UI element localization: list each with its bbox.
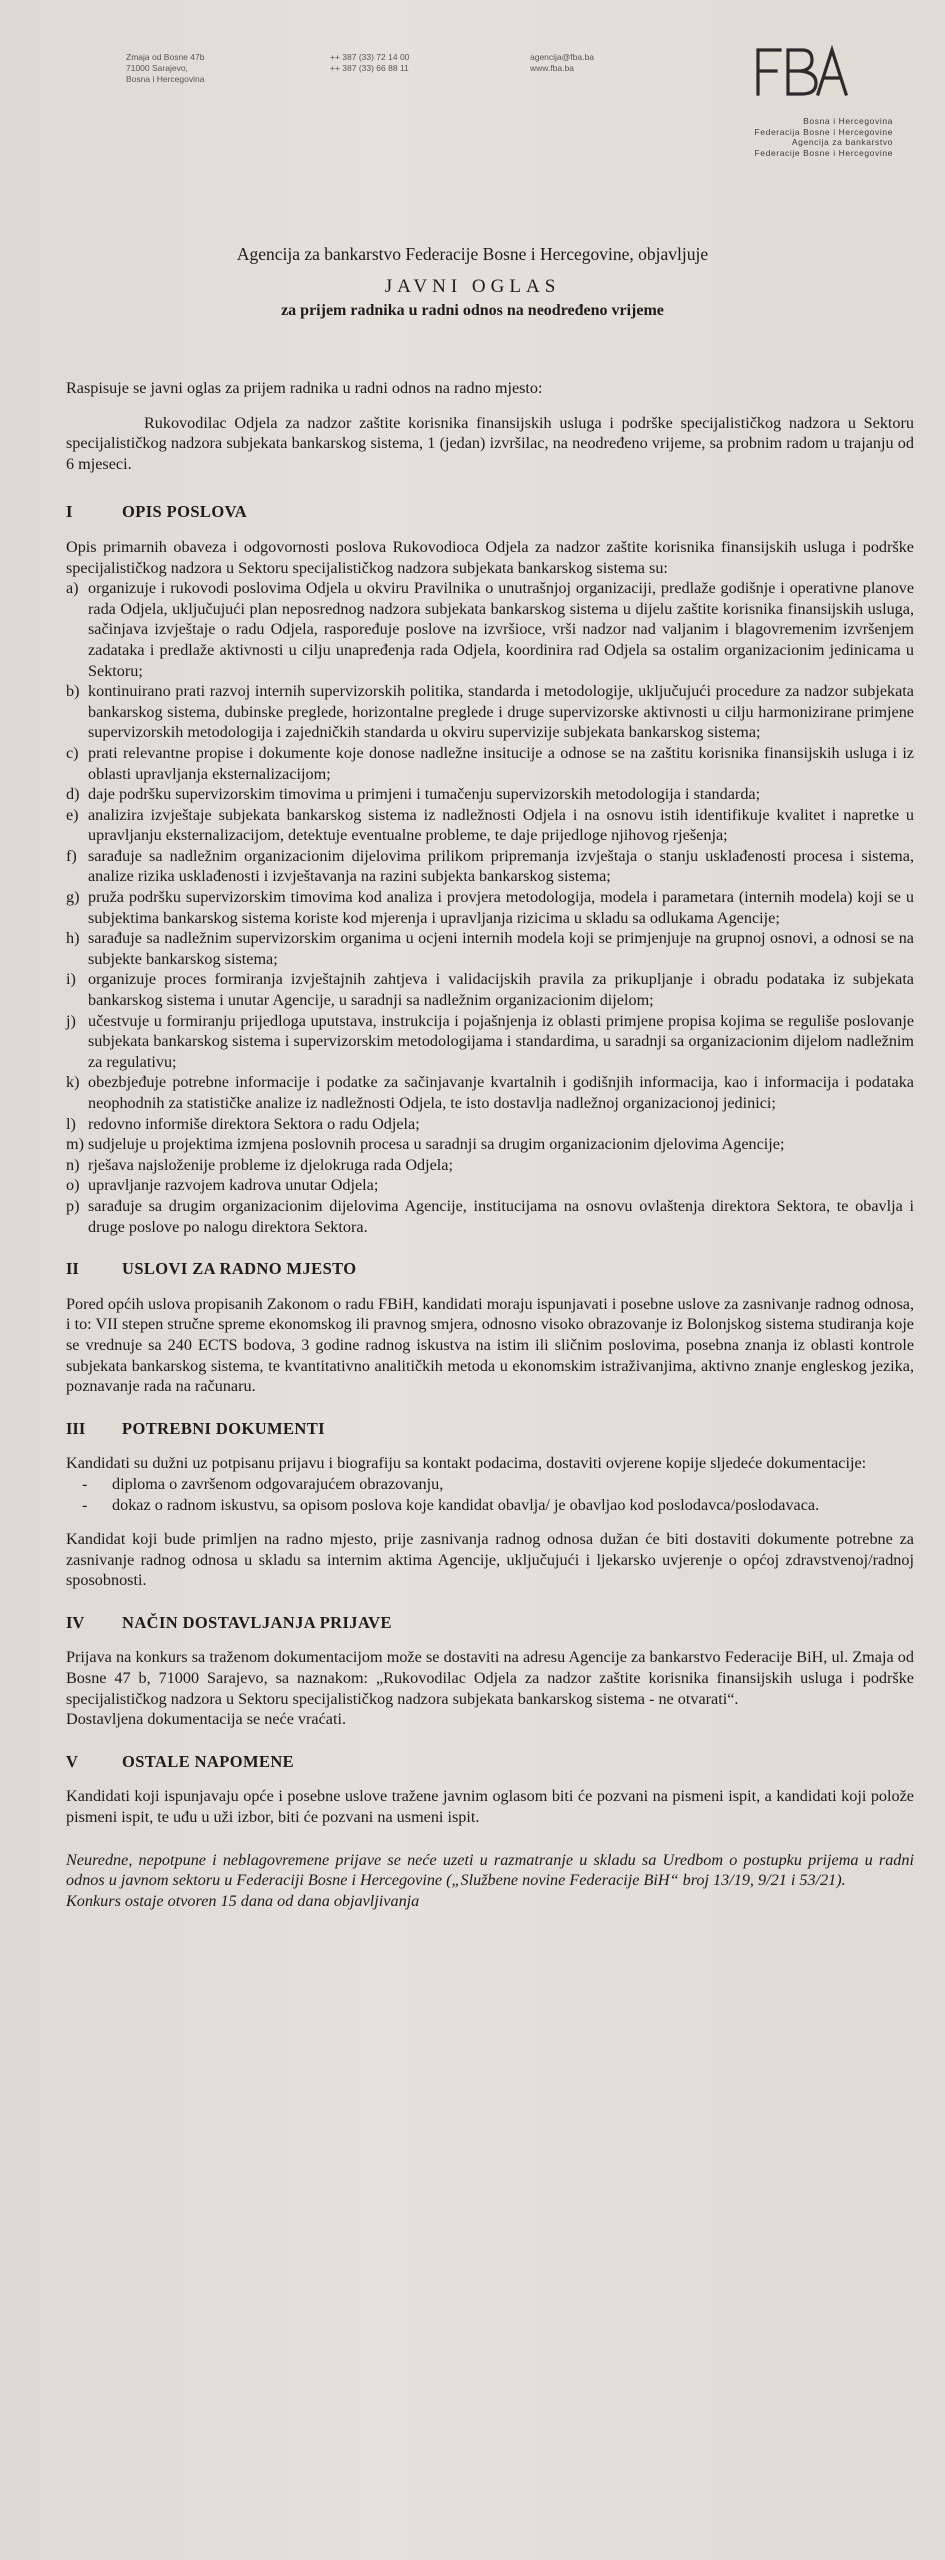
agency-address: [126, 52, 204, 85]
item-text: upravljanje razvojem kadrova unutar Odjela;: [88, 1176, 379, 1195]
footer-regulation-note: Neuredne, nepotpune i neblagovremene prijave se neće uzeti u razmatranje u skladu sa Uredbom o postupku prijema u radni odnos u javnom sektoru u Federaciji Bosne i Hercegovine („Službene novine Federacije BiH“ broj 13/19, 9/21 i 53/21).: [66, 1850, 914, 1890]
publisher-line: Agencija za bankarstvo Federacije Bosne i Hercegovine, objavljuje: [236, 244, 709, 264]
agency-phones: [330, 52, 409, 74]
item-letter: g): [66, 888, 80, 907]
item-text: sarađuje sa nadležnim supervizorskim organima u ocjeni internih modela koji se primjenjuje na grupnoj osnovi, a odnosi se na subjekte bankarskog sistema;: [88, 929, 914, 968]
duties-list: [66, 578, 914, 1237]
address-line: 71000 Sarajevo,: [126, 63, 188, 73]
list-item: [66, 1072, 914, 1113]
page-subtitle: za prijem radnika u radni odnos na neodređeno vrijeme: [281, 302, 664, 319]
item-letter: a): [66, 579, 79, 598]
phone-line: ++ 387 (33) 66 88 11: [330, 63, 409, 73]
section-number: I: [66, 502, 73, 522]
letterhead: [0, 0, 945, 210]
submission-text: Prijava na konkurs sa traženom dokumentacijom može se dostaviti na adresu Agencije za bankarstvo Federacije BiH, ul. Zmaja od Bosne 47 b, 71000 Sarajevo, sa naznakom: „Rukovodilac Odjela za nadzor zaštite korisnika finansijskih usluga i podrške specijalističkog nadzora u Sektoru specijalističkog nadzora subjekata bankarskog sistema - ne otvarati“.: [66, 1648, 914, 1708]
section-number: V: [66, 1751, 78, 1771]
item-text: pruža podršku supervizorskim timovima kod analiza i provjera metodologija, modela i parametara (internih modela) koji se u subjektima bankarskog sistema koriste kod mjerenja i upravljanja rizicima u skladu sa odlukama Agencije;: [88, 888, 914, 927]
item-letter: f): [66, 846, 77, 865]
phone-line: ++ 387 (33) 72 14 00: [330, 52, 410, 62]
item-letter: o): [66, 1176, 80, 1195]
list-item: [66, 1114, 914, 1135]
list-item: [66, 1134, 914, 1155]
section-number: II: [66, 1259, 79, 1279]
footer-deadline-note: Konkurs ostaje otvoren 15 dana od dana objavljivanja: [66, 1891, 420, 1910]
list-item: [66, 1175, 914, 1196]
item-letter: p): [66, 1196, 80, 1215]
requirements-text: Pored općih uslova propisanih Zakonom o radu FBiH, kandidati moraju ispunjavati i posebne uslove za zasnivanje radnog odnosa, i to: VII stepen stručne spreme ekonomskog ili pravnog smjera, odnosno visoko obrazovanje iz Bolonjskog sistema studiranja koje se vrednuje sa 240 ECTS bodova, 3 godine radnog iskustva na istim ili sličnim poslovima, posebna znanja iz oblasti kontrole subjekata bankarskog sistema, te kvantitativno analitičkih metoda u ekonomskim istraživanjima, aktivno znanje engleskog jezika, poznavanje rada na računaru.: [66, 1294, 914, 1396]
section-number: III: [66, 1418, 86, 1438]
item-text: daje podršku supervizorskim timovima u primjeni i tumačenju supervizorskih metodologija i standarda;: [88, 785, 761, 804]
item-text: učestvuje u formiranju prijedloga uputstava, instrukcija i pojašnjenja iz oblasti primjene propisa kojima se reguliše poslovanje subjekata bankarskog sistema i supervizorskim metodologijama i standardima, u saradnji sa organizacionim dijelom nadležnim za regulativu;: [88, 1011, 914, 1071]
item-letter: l): [66, 1114, 76, 1133]
agency-line: Federacije Bosne i Hercegovine: [754, 147, 893, 158]
position-text: Rukovodilac Odjela za nadzor zaštite korisnika finansijskih usluga i podrške specijalističkog nadzora u Sektoru specijalističkog nadzora subjekata bankarskog sistema, 1 (jedan) izvršilac, na neodređeno vrijeme, sa probnim radom u trajanju od 6 mjeseci.: [66, 413, 914, 473]
section-title: OSTALE NAPOMENE: [122, 1751, 295, 1771]
list-item: [66, 1474, 914, 1495]
section-title: OPIS POSLOVA: [122, 502, 248, 522]
item-letter: j): [66, 1011, 76, 1030]
section-lead: Kandidati su dužni uz potpisanu prijavu i biografiju sa kontakt podacima, dostaviti ovjerene kopije sljedeće dokumentacije:: [66, 1454, 867, 1473]
item-text: kontinuirano prati razvoj internih supervizorskih politika, standarda i metodologije, uključujući procedure za nadzor subjekata bankarskog sistema, dubinske preglede, horizontalne preglede i druge supervizorske aktivnosti u cilju harmonizirane primjene supervizorskih metodologija i zajedničkih standarda u okviru supervizije subjekata bankarskog sistema;: [88, 682, 914, 742]
item-letter: c): [66, 743, 79, 762]
section-title: POTREBNI DOKUMENTI: [122, 1418, 325, 1438]
list-item: [66, 846, 914, 887]
section-heading: [66, 1752, 914, 1773]
list-item: [66, 743, 914, 784]
item-text: prati relevantne propise i dokumente koje donose nadležne insitucije a odnose se na zaštitu korisnika finansijskih usluga i iz oblasti upravljanja eksternalizacijom;: [88, 743, 914, 783]
list-item: [66, 887, 914, 928]
item-letter: m): [66, 1135, 84, 1154]
address-line: Bosna i Hercegovina: [126, 74, 205, 84]
list-item: [66, 578, 914, 681]
agency-line: Agencija za bankarstvo: [791, 137, 893, 147]
fba-logo: [752, 44, 852, 100]
list-item: [66, 1155, 914, 1176]
agency-line: Bosna i Hercegovina: [803, 116, 893, 126]
documents-note: Kandidat koji bude primljen na radno mjesto, prije zasnivanja radnog odnosa dužan će biti dostaviti dokumente potrebne za zasnivanje radnog odnosa u skladu sa internim aktima Agencije, uključujući i ljekarsko uvjerenje o općoj zdravstvenoj/radnoj sposobnosti.: [66, 1530, 914, 1590]
agency-name-block: [755, 116, 893, 158]
list-item: [66, 1196, 914, 1237]
list-item: [66, 805, 914, 846]
section-title: NAČIN DOSTAVLJANJA PRIJAVE: [122, 1612, 392, 1632]
intro-text: Raspisuje se javni oglas za prijem radnika u radni odnos na radno mjesto:: [66, 379, 543, 397]
item-letter: k): [66, 1073, 80, 1092]
item-text: obezbjeđuje potrebne informacije i podatke za sačinjavanje kvartalnih i godišnjih informacija, kao i informacija i podataka neophodnih za statističke analize iz nadležnosti Odjela, te isto dostavlja nadležnoj organizacionoj jedinici;: [88, 1073, 914, 1112]
agency-contact-web: [530, 52, 594, 74]
item-letter: e): [66, 805, 79, 824]
section-number: IV: [66, 1612, 85, 1632]
item-letter: n): [66, 1155, 80, 1174]
list-item: [66, 969, 914, 1010]
item-dash: -: [82, 1474, 88, 1493]
list-item: [66, 1011, 914, 1073]
item-text: dokaz o radnom iskustvu, sa opisom poslova koje kandidat obavlja/ je obavljao kod poslodavca/poslodavaca.: [112, 1495, 820, 1514]
section-heading: [66, 1259, 914, 1280]
email-line: agencija@fba.ba: [530, 52, 594, 62]
item-text: organizuje proces formiranja izvještajnih zahtjeva i validacijskih pravila za prikupljanje i obradu podataka iz subjekata bankarskog sistema i unutar Agencije, u saradnji sa nadležnim organizacionim dijelom;: [88, 970, 914, 1010]
item-letter: d): [66, 785, 80, 804]
item-letter: i): [66, 970, 76, 989]
ad-body: [66, 378, 914, 1911]
agency-line: Federacija Bosne i Hercegovine: [754, 126, 893, 137]
item-text: redovno informiše direktora Sektora o radu Odjela;: [88, 1114, 420, 1133]
list-item: [66, 1495, 914, 1516]
submission-note: Dostavljena dokumentacija se neće vraćati.: [66, 1710, 347, 1729]
documents-list: [66, 1474, 914, 1515]
list-item: [66, 784, 914, 805]
item-text: analizira izvještaje subjekata bankarskog sistema iz nadležnosti Odjela i na osnovu istih identifikuje kvalitet i napretke u upravljanju eksternalizacijom, detektuje eventualne probleme, te daje prijedloge njihovog rješenja;: [88, 805, 914, 845]
section-heading: [66, 1613, 914, 1634]
item-text: rješava najsloženije probleme iz djelokruga rada Odjela;: [88, 1155, 453, 1174]
website-line: www.fba.ba: [530, 63, 574, 73]
section-heading: [66, 502, 914, 523]
item-text: diploma o završenom odgovarajućem obrazovanju,: [112, 1474, 444, 1493]
list-item: [66, 928, 914, 969]
page-title: JAVNI OGLAS: [384, 276, 561, 297]
section-title: USLOVI ZA RADNO MJESTO: [122, 1259, 357, 1279]
address-line: Zmaja od Bosne 47b: [126, 52, 205, 62]
item-letter: b): [66, 682, 80, 701]
item-dash: -: [82, 1495, 88, 1514]
section-heading: [66, 1419, 914, 1440]
item-text: organizuje i rukovodi poslovima Odjela u okviru Pravilnika o unutrašnjoj organizaciji, predlaže godišnje i operativne planove rada Odjela, uključujući plan neposrednog nadzora subjekata bankarskog sistema u dijelu zaštite korisnika finansijskih usluga, sačinjava izvještaje o radu Odjela, raspoređuje poslove na izvršioce, vrši nadzor nad valjanim i blagovremenim izvršenjem zadataka i predlaže aktivnosti u cilju unapređenja rada Odjela, koordinira rad Odjela sa ostalim organizacionim jedinicama u Sektoru;: [88, 579, 914, 680]
item-text: sarađuje sa drugim organizacionim dijelovima Agencije, institucijama na osnovu ovlaštenja direktora Sektora, te obavlja i druge poslove po nalogu direktora Sektora.: [88, 1196, 914, 1236]
item-letter: h): [66, 929, 80, 948]
notes-text: Kandidati koji ispunjavaju opće i posebne uslove tražene javnim oglasom biti će pozvani na pismeni ispit, a kandidati koji polože pismeni ispit, te uđu u uži izbor, biti će pozvani na usmeni ispit.: [66, 1787, 914, 1827]
item-text: sudjeluje u projektima izmjena poslovnih procesa u saradnji sa drugim organizacionim djelovima Agencije;: [88, 1135, 785, 1154]
list-item: [66, 681, 914, 743]
section-lead: Opis primarnih obaveza i odgovornosti poslova Rukovodioca Odjela za nadzor zaštite korisnika finansijskih usluga i podrške specijalističkog nadzora u Sektoru specijalističkog nadzora subjekata bankarskog sistema su:: [66, 537, 914, 577]
item-text: sarađuje sa nadležnim organizacionim dijelovima prilikom pripremanja izvještaja o stanju usklađenosti procesa i sistema, analize rizika usklađenosti i izvještavanja na razini subjekta bankarskog sistema;: [88, 846, 914, 886]
